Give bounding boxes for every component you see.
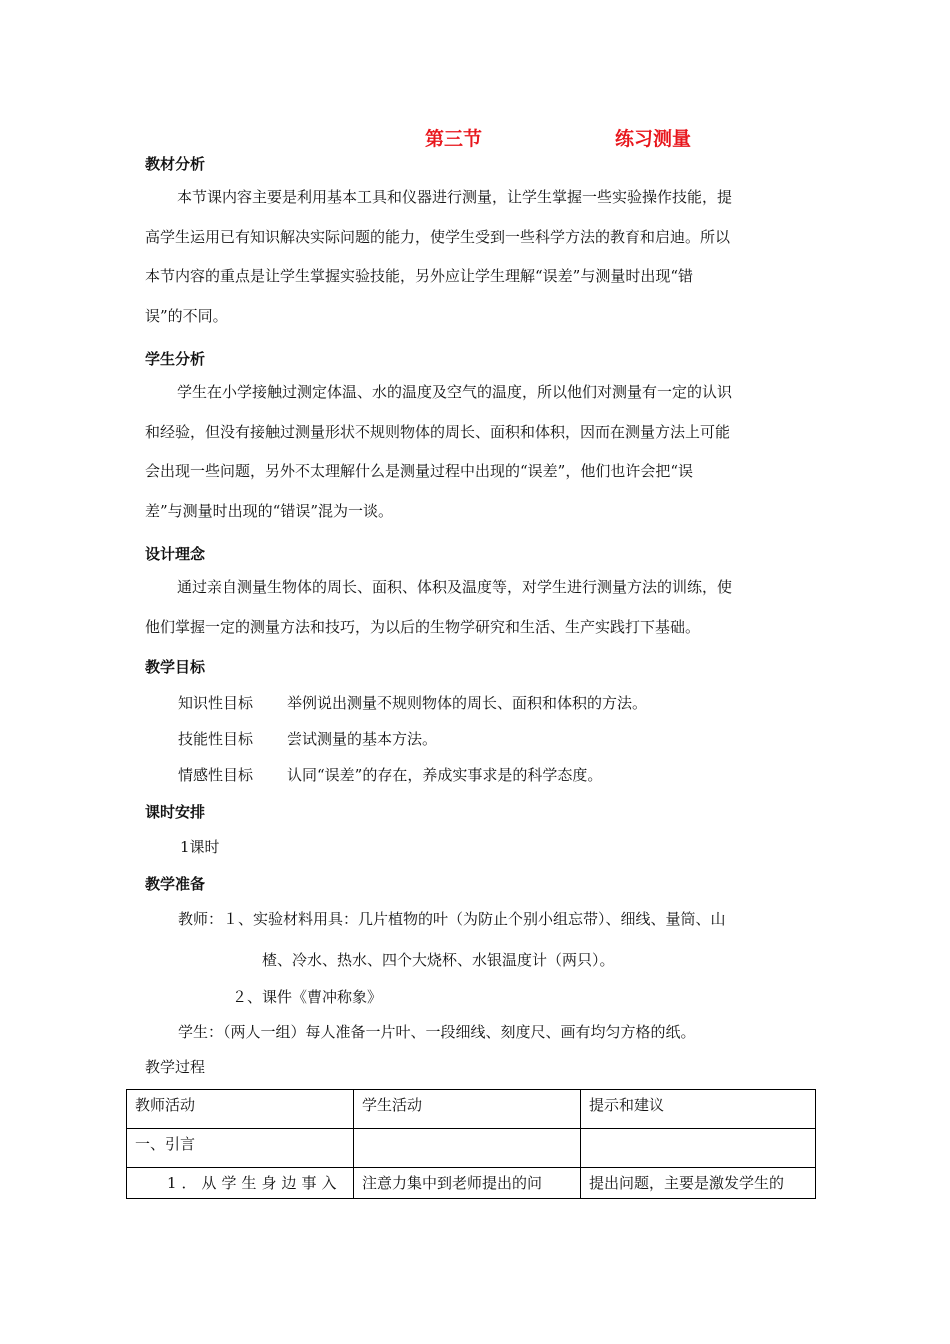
title-section-number: 第三节 bbox=[425, 128, 483, 150]
table-cell: 1．从学生身边事入 bbox=[127, 1168, 354, 1199]
prep-teacher-line-1: 教师：１、实验材料用具：几片植物的叶（为防止个别小组忘带）、细线、量筒、山 bbox=[178, 910, 726, 928]
text-line: 会出现一些问题，另外不太理解什么是测量过程中出现的“误差”，他们也许会把“误 bbox=[145, 462, 694, 480]
table-cell: 提出问题，主要是激发学生的 bbox=[581, 1168, 816, 1199]
heading-design-concept: 设计理念 bbox=[145, 545, 206, 563]
schedule-text: 1课时 bbox=[180, 838, 220, 856]
goal-label-emotion: 情感性目标 bbox=[178, 766, 254, 784]
goal-text-skill: 尝试测量的基本方法。 bbox=[287, 730, 438, 748]
goal-label-knowledge: 知识性目标 bbox=[178, 694, 254, 712]
prep-teacher-line-3: ２、课件《曹冲称象》 bbox=[232, 988, 383, 1006]
text-line: 本节课内容主要是利用基本工具和仪器进行测量，让学生掌握一些实验操作技能，提 bbox=[177, 188, 733, 206]
table-header-cell: 学生活动 bbox=[354, 1090, 581, 1129]
table-cell bbox=[354, 1129, 581, 1168]
paragraph-material-analysis bbox=[145, 178, 801, 336]
heading-preparation: 教学准备 bbox=[145, 875, 206, 893]
text-line: 误”的不同。 bbox=[145, 306, 228, 325]
heading-material-analysis: 教材分析 bbox=[145, 155, 206, 173]
table-cell bbox=[581, 1129, 816, 1168]
goal-text-knowledge: 举例说出测量不规则物体的周长、面积和体积的方法。 bbox=[287, 694, 648, 712]
goal-label-skill: 技能性目标 bbox=[178, 730, 254, 748]
text-line: 通过亲自测量生物体的周长、面积、体积及温度等，对学生进行测量方法的训练，使 bbox=[177, 578, 733, 596]
text-line: 他们掌握一定的测量方法和技巧，为以后的生物学研究和生活、生产实践打下基础。 bbox=[145, 617, 701, 636]
heading-teaching-process: 教学过程 bbox=[145, 1058, 206, 1076]
page-title bbox=[0, 124, 950, 154]
paragraph-design-concept bbox=[145, 568, 801, 647]
table-header-cell: 教师活动 bbox=[127, 1090, 354, 1129]
table-cell: 一、引言 bbox=[127, 1129, 354, 1168]
text-line: 高学生运用已有知识解决实际问题的能力，使学生受到一些科学方法的教育和启迪。所以 bbox=[145, 227, 731, 246]
text-line: 学生在小学接触过测定体温、水的温度及空气的温度，所以他们对测量有一定的认识 bbox=[177, 383, 733, 401]
table-row bbox=[127, 1129, 816, 1168]
title-topic: 练习测量 bbox=[615, 128, 692, 150]
heading-student-analysis: 学生分析 bbox=[145, 350, 206, 368]
text-line: 和经验，但没有接触过测量形状不规则物体的周长、面积和体积，因而在测量方法上可能 bbox=[145, 422, 731, 441]
heading-teaching-goals: 教学目标 bbox=[145, 658, 206, 676]
goal-text-emotion: 认同“误差”的存在，养成实事求是的科学态度。 bbox=[287, 766, 603, 784]
paragraph-student-analysis bbox=[145, 373, 801, 531]
prep-teacher-line-2: 楂、冷水、热水、四个大烧杯、水银温度计（两只）。 bbox=[262, 951, 615, 969]
teaching-process-table bbox=[126, 1089, 816, 1199]
text-line: 差”与测量时出现的“错误”混为一谈。 bbox=[145, 501, 394, 520]
table-header-row bbox=[127, 1090, 816, 1129]
table-row bbox=[127, 1168, 816, 1199]
table-header-cell: 提示和建议 bbox=[581, 1090, 816, 1129]
table-cell: 注意力集中到老师提出的问 bbox=[354, 1168, 581, 1199]
text-line: 本节内容的重点是让学生掌握实验技能，另外应让学生理解“误差”与测量时出现“错 bbox=[145, 267, 694, 285]
heading-schedule: 课时安排 bbox=[145, 803, 206, 821]
prep-student-line: 学生：（两人一组）每人准备一片叶、一段细线、刻度尺、画有均匀方格的纸。 bbox=[178, 1023, 696, 1041]
